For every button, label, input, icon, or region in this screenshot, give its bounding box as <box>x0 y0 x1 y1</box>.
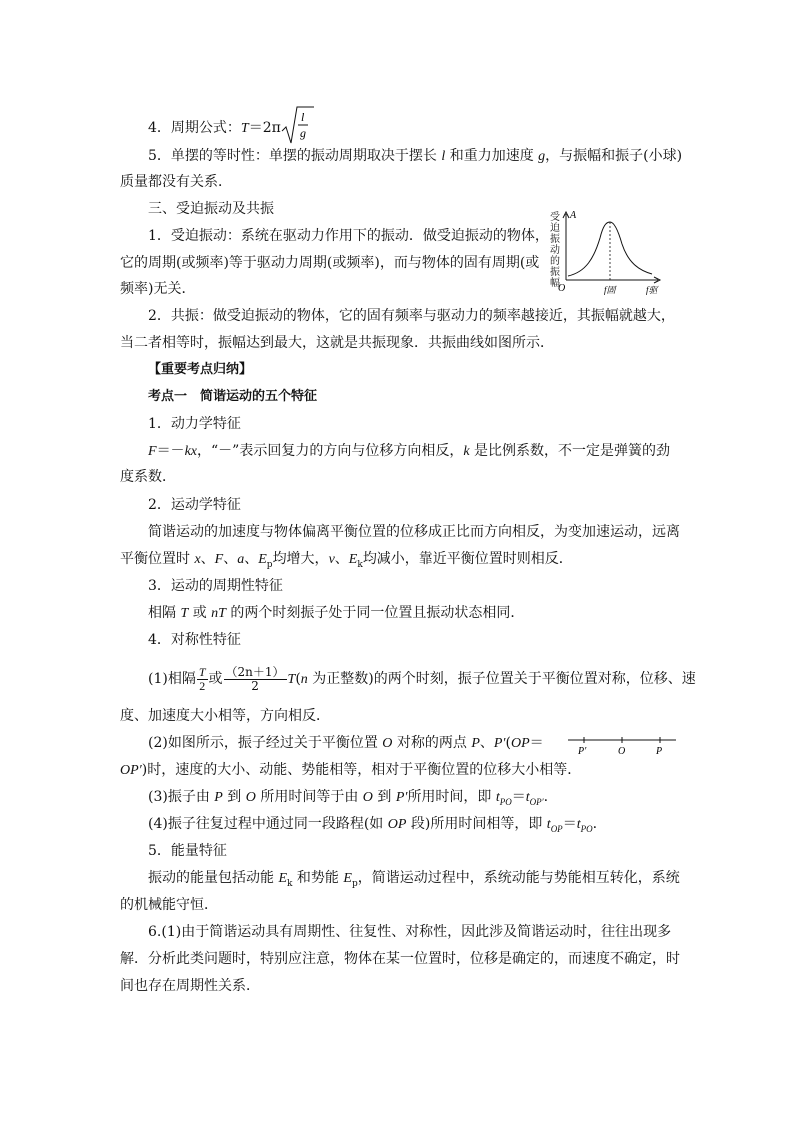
symbol: F <box>148 444 157 459</box>
symbol-T: T <box>240 121 249 136</box>
text: ＝－ <box>156 443 185 459</box>
subscript: k <box>287 878 293 889</box>
subheading: 5．能量特征 <box>148 843 227 859</box>
text: 为正整数)的两个时刻，振子位置关于平衡位置对称，位移、速 <box>307 671 696 687</box>
text: ＝ <box>511 789 526 805</box>
paragraph-line: 简谐运动的加速度与物体偏离平衡位置的位移成正比而方向相反，为变加速运动，远离 <box>148 524 680 540</box>
paragraph-line <box>148 662 696 696</box>
subscript: p <box>351 878 358 889</box>
text: 4．周期公式： <box>148 120 241 136</box>
symmetric-points-figure <box>566 732 678 756</box>
symbol: t <box>525 790 530 805</box>
subheading: 3．运动的周期性特征 <box>148 578 283 594</box>
ylabel-char: 的 <box>550 256 560 267</box>
symbol-g: g <box>538 149 546 164</box>
subscript: p <box>266 559 273 570</box>
text: 段)所用时间相等，即 <box>406 816 547 832</box>
text: (2)如图所示，振子经过关于平衡位置 <box>148 735 383 751</box>
text: ( <box>295 671 301 687</box>
text: 、 <box>334 551 349 567</box>
subheading: 2．运动学特征 <box>148 497 241 513</box>
numerator: T <box>198 664 206 679</box>
text: (3)振子由 <box>148 789 215 805</box>
resonance-curve-figure <box>546 208 666 296</box>
symbol: kx <box>184 444 197 459</box>
paragraph-line <box>148 146 682 167</box>
text: ＝ <box>529 735 544 751</box>
paragraph-line: 的机械能守恒． <box>120 897 218 913</box>
text: ＝2π <box>248 120 281 136</box>
paragraph-line: 它的周期(或频率)等于驱动力周期(或频率)，而与物体的固有周期(或 <box>120 255 540 271</box>
paragraph-line <box>148 868 680 894</box>
symbol: P <box>471 736 480 751</box>
label-P: P <box>656 746 663 756</box>
text: (1)相隔 <box>148 671 196 687</box>
symbol: t <box>495 790 500 805</box>
symbol-l: l <box>300 110 305 124</box>
text: 、 <box>223 551 238 567</box>
text: 到 <box>372 789 396 805</box>
label-f-natural: f固 <box>604 285 616 295</box>
symbol: k <box>463 444 470 459</box>
text: 和重力加速度 <box>445 148 539 164</box>
text: ( <box>505 735 511 751</box>
origin-label: O <box>558 283 566 294</box>
symbol: OP <box>510 736 530 751</box>
paragraph-line <box>148 787 548 812</box>
paragraph-line: 度系数． <box>120 469 176 485</box>
paragraph-line: 2．共振：做受迫振动的物体，它的固有频率与驱动力的频率越接近，其振幅就越大， <box>148 308 675 324</box>
subscript: PO <box>499 796 512 807</box>
text: 的两个时刻振子处于同一位置且振动状态相同． <box>225 605 525 621</box>
symbol: OP <box>387 817 407 832</box>
symbol: E <box>278 871 288 886</box>
text: 相隔 <box>148 605 181 621</box>
text: 所用时间等于由 <box>255 789 363 805</box>
symbol: E <box>348 552 358 567</box>
topic-title: 考点一 简谐运动的五个特征 <box>148 389 318 404</box>
text: 均减小，靠近平衡位置时则相反． <box>362 551 573 567</box>
text: 是比例系数，不一定是弹簧的劲 <box>469 443 670 459</box>
text: ＝ <box>562 816 577 832</box>
paragraph-line <box>148 733 544 754</box>
subscript: OP′ <box>529 796 544 807</box>
symbol: E <box>258 552 267 567</box>
symbol: n <box>300 672 308 687</box>
text: . <box>592 816 598 832</box>
ylabel-char: 幅 <box>550 278 560 289</box>
symbol-g: g <box>299 126 306 140</box>
subscript: OP <box>550 823 563 834</box>
ylabel-char: 振 <box>550 267 560 278</box>
ylabel-char: 振 <box>550 234 560 245</box>
paragraph-line: 6.(1)由于简谐运动具有周期性、往复性、对称性，因此涉及简谐运动时，往往出现多 <box>148 924 672 940</box>
text: 、 <box>244 551 259 567</box>
period-formula-line <box>148 105 315 151</box>
text: )时，速度的大小、动能、势能相等，相对于平衡位置的位移大小相等． <box>141 762 582 778</box>
paragraph-line <box>148 603 524 624</box>
denominator: 2 <box>251 678 259 693</box>
label-f-driving: f驱 <box>646 285 658 295</box>
paragraph-line: 解．分析此类问题时，特别应注意，物体在某一位置时，位移是确定的，而速度不确定，时 <box>120 951 680 967</box>
text: 对称的两点 <box>392 735 472 751</box>
symbol: T <box>180 606 189 621</box>
symbol: P′ <box>493 736 506 751</box>
paragraph-line: 质量都没有关系． <box>120 174 232 190</box>
sqrt-sign <box>281 105 315 145</box>
symbol-l: l <box>441 149 446 164</box>
text: 或 <box>208 671 223 687</box>
text: 所用时间，即 <box>407 789 496 805</box>
label-O: O <box>618 746 626 756</box>
text: ，“－”表示回复力的方向与位移方向相反， <box>197 443 464 459</box>
paragraph-line <box>148 441 670 462</box>
section-heading: 三、受迫振动及共振 <box>148 201 274 217</box>
paragraph-line: 度、加速度大小相等，方向相反． <box>120 708 330 724</box>
text: 振动的能量包括动能 <box>148 870 279 886</box>
paragraph-line: 当二者相等时，振幅达到最大，这就是共振现象．共振曲线如图所示． <box>120 335 554 351</box>
symbol: F <box>214 552 224 567</box>
paragraph-line <box>120 760 581 781</box>
text: 平衡位置时 <box>120 551 195 567</box>
text: 、 <box>479 735 494 751</box>
text: (4)振子往复过程中通过同一段路程(如 <box>148 816 388 832</box>
section-title: 【重要考点归纳】 <box>148 362 253 377</box>
paragraph-line <box>148 814 597 839</box>
text: 均增大， <box>272 551 329 567</box>
text: 和势能 <box>292 870 344 886</box>
subheading: 1．动力学特征 <box>148 416 241 432</box>
fraction-T-over-2 <box>197 666 208 693</box>
text: . <box>543 789 549 805</box>
symbol: O <box>382 736 393 751</box>
ylabel-char: 迫 <box>550 223 560 234</box>
symbol: E <box>343 871 352 886</box>
text: 5．单摆的等时性：单摆的振动周期取决于摆长 <box>148 148 442 164</box>
symbol: T <box>287 672 296 687</box>
symbol: P′ <box>395 790 408 805</box>
paragraph-line: 1．受迫振动：系统在驱动力作用下的振动．做受迫振动的物体， <box>148 228 549 244</box>
symbol: a <box>237 552 245 567</box>
ylabel-char: 受 <box>550 212 560 223</box>
ylabel-char: 动 <box>550 245 560 256</box>
symbol: nT <box>211 606 226 621</box>
text: 或 <box>188 605 212 621</box>
subheading: 4．对称性特征 <box>148 632 241 648</box>
numerator: （2n＋1） <box>225 664 285 679</box>
symbol: t <box>576 817 581 832</box>
symbol: x <box>194 552 201 567</box>
axis-label-A: A <box>570 210 577 221</box>
fraction-2n-plus-1-over-2 <box>224 666 287 693</box>
denominator: 2 <box>199 678 206 693</box>
text: ，简谐运动过程中，系统动能与势能相互转化，系统 <box>357 870 680 886</box>
sqrt-fraction <box>281 105 315 151</box>
text: ，与振幅和振子(小球) <box>545 148 683 164</box>
paragraph-line <box>120 549 573 575</box>
subscript: k <box>357 559 363 570</box>
symbol: P <box>214 790 223 805</box>
symbol: O <box>245 790 256 805</box>
text: 到 <box>222 789 246 805</box>
subscript: PO <box>580 823 593 834</box>
label-P-prime: P′ <box>578 746 587 756</box>
paragraph-line: 频率)无关． <box>120 281 196 297</box>
symbol: OP′ <box>120 763 142 778</box>
symbol: t <box>546 817 551 832</box>
paragraph-line: 间也存在周期性关系． <box>120 978 260 994</box>
text: 、 <box>200 551 215 567</box>
symbol: O <box>362 790 373 805</box>
symbol: v <box>328 552 335 567</box>
